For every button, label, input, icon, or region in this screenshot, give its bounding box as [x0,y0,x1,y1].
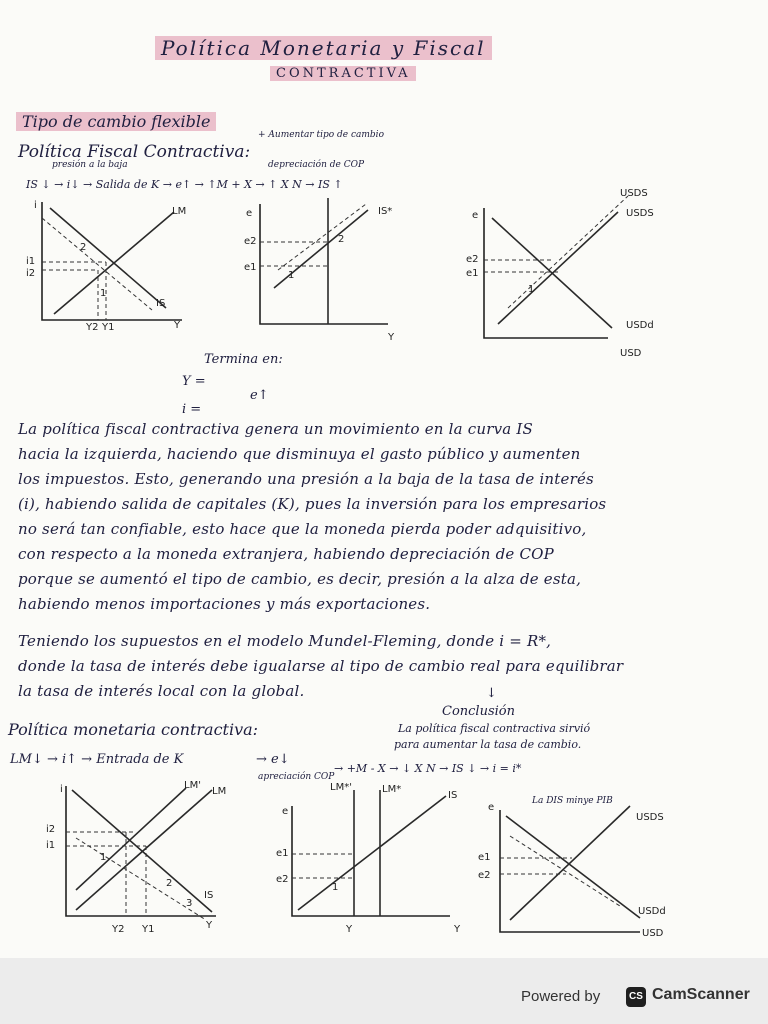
note-presion: presión a la baja [52,160,128,170]
is-star-label: IS* [378,206,393,217]
point-3-label: 3 [186,898,193,909]
lm-star-label: LM* [382,784,402,795]
y2-label: Y2 [112,924,125,935]
usd-demand-curve [506,816,640,918]
camscanner-logo-icon: CS [626,987,646,1007]
lm-star-prime-label: LM*' [330,782,352,793]
termina-i: i = [182,402,202,417]
e1-label: e1 [466,268,479,279]
paragraph-line: donde la tasa de interés debe igualarse al tipo de cambio real para equilibrar [18,657,624,675]
lm-curve [76,790,212,910]
conclusion-title: Conclusión [442,704,515,719]
point-1-label: 1 [100,852,107,863]
i2-label: i2 [26,268,36,279]
e2-label: e2 [244,236,257,247]
y1-label: Y1 [142,924,155,935]
is-label: IS [448,790,458,801]
graph-e-y-monetary [270,782,470,936]
is-curve [50,208,166,308]
usds-label: USDS [636,812,664,823]
e1-label: e1 [478,852,491,863]
section-heading-flexible: Tipo de cambio flexible [16,112,216,131]
paragraph-line: La política fiscal contractiva genera un movimiento en la curva IS [18,420,533,438]
paragraph-line: habiendo menos importaciones y más exportaciones. [18,595,431,613]
is-curve [298,796,446,910]
axis-e-label: e [246,208,253,219]
conclusion-line-1: La política fiscal contractiva sirvió [398,722,591,735]
y2-label: Y2 [86,322,99,333]
graph-e-y-fiscal [238,196,418,346]
paragraph-line: la tasa de interés local con la global. [18,682,305,700]
is-star-shift [278,204,366,270]
e1-label: e1 [244,262,257,273]
lm-label: LM [172,206,187,217]
graph-usd-market-monetary [470,796,690,946]
conclusion-line-2: para aumentar la tasa de cambio. [394,738,582,751]
i2-label: i2 [46,824,56,835]
point-2-label: 2 [338,234,345,245]
i1-label: i1 [26,256,36,267]
usd-supply-curve [498,212,618,324]
termina-e: e↑ [250,388,269,403]
graph-is-lm-fiscal [22,196,202,336]
note-aumentar: + Aumentar tipo de cambio [258,130,384,140]
usds-label: USDS [626,208,654,219]
powered-by-text: Powered by [521,988,601,1005]
camscanner-brand: CamScanner [652,986,750,1003]
dis-note: La DIS minye PIB [532,796,613,806]
usd-axis-label: USD [620,348,642,359]
axis-y-label: Y [206,920,213,931]
axis-e-label: e [282,806,289,817]
is-shift-dashed [42,218,152,310]
axis-e-label: e [488,802,495,813]
y1-label: Y1 [102,322,115,333]
monetary-chain-a: LM↓ → i↑ → Entrada de K [10,752,184,767]
paragraph-line: con respecto a la moneda extranjera, habiendo depreciación de COP [18,545,554,563]
e2-label: e2 [478,870,491,881]
axis-y-label: Y [454,924,461,935]
graph-is-lm-monetary [36,780,226,940]
paragraph-line: porque se aumentó el tipo de cambio, es decir, presión a la alza de esta, [18,570,582,588]
lm-label: LM [212,786,227,797]
paragraph-line: Teniendo los supuestos en el modelo Mundel-Fleming, donde i = R*, [18,632,552,650]
point-1-label: 1 [288,270,295,281]
axis-lines [292,806,450,916]
usd-supply-curve [510,806,630,920]
usd-supply-shift [508,196,628,308]
page-subtitle: CONTRACTIVA [270,66,416,81]
e2-label: e2 [276,874,289,885]
axis-i-label: i [34,200,37,211]
page-title: Política Monetaria y Fiscal [155,36,492,60]
graph-usd-market-fiscal [458,188,668,363]
paragraph-line: los impuestos. Esto, generando una presión a la baja de la tasa de interés [18,470,594,488]
axis-e-label: e [472,210,479,221]
y-point-label: Y [346,924,353,935]
lm1-label: LM' [184,780,201,791]
e1-label: e1 [276,848,289,859]
conclusion-arrow: ↓ [486,686,497,701]
point-1-label: 1 [100,288,107,299]
note-depreciacion: depreciación de COP [268,160,365,170]
fiscal-chain: IS ↓ → i↓ → Salida de K → e↑ → ↑M + X → ↑ X N → IS ↑ [26,178,343,191]
termina-y: Y = [182,374,206,389]
monetary-chain-b: → e↓ [256,752,290,767]
axis-y-label: Y [174,320,181,331]
section-heading-monetaria: Política monetaria contractiva: [8,720,259,739]
paragraph-line: hacia la izquierda, haciendo que disminuya el gasto público y aumenten [18,445,581,463]
point-2-label: 2 [166,878,173,889]
i1-label: i1 [46,840,56,851]
usd-demand-shift [510,836,620,906]
usds1-label: USDS [620,188,648,199]
point-1-label: 1 [332,882,339,893]
axis-y-label: Y [388,332,395,343]
apreciacion-note: apreciación COP [258,772,335,782]
e2-label: e2 [466,254,479,265]
monetary-chain-c: → +M - X → ↓ X N → IS ↓ → i = i* [334,762,522,775]
is-label: IS [204,890,214,901]
termina-label: Termina en: [204,352,283,367]
is-label: IS [156,298,166,309]
point-2-label: 2 [80,242,87,253]
usd-axis-label: USD [642,928,664,939]
paragraph-line: no será tan confiable, esto hace que la moneda pierda poder adquisitivo, [18,520,587,538]
axis-lines [260,204,388,324]
axis-i-label: i [60,784,63,795]
usdd-label: USDd [638,906,666,917]
fiscal-contractiva-label: Política Fiscal Contractiva: [18,142,251,162]
paragraph-line: (i), habiendo salida de capitales (K), pues la inversión para los empresarios [18,495,607,513]
point-1-label: 1 [528,284,535,295]
usdd-label: USDd [626,320,654,331]
